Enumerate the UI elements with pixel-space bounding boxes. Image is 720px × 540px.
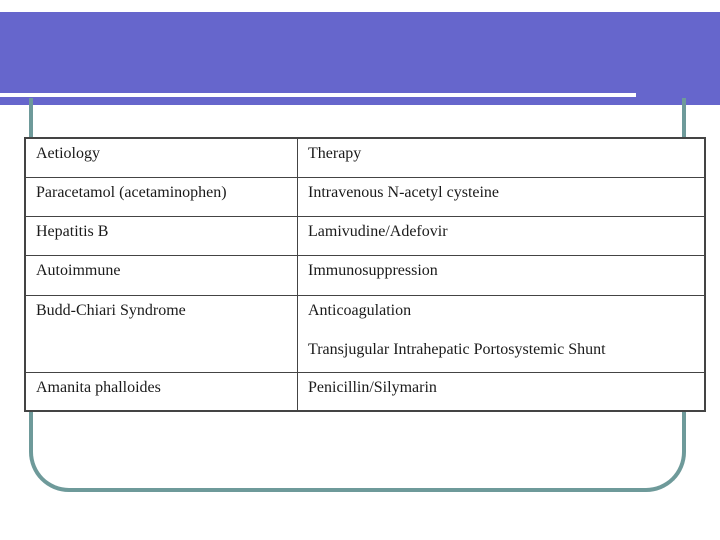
therapy-cell: Intravenous N-acetyl cysteine: [298, 178, 705, 217]
aetiology-cell: Paracetamol (acetaminophen): [26, 178, 298, 217]
therapy-cell: Lamivudine/Adefovir: [298, 217, 705, 256]
aetiology-therapy-table: [24, 137, 706, 412]
therapy-line: Anticoagulation: [308, 301, 412, 319]
aetiology-cell: Hepatitis B: [26, 217, 298, 256]
table-row: [26, 178, 705, 217]
header-therapy: Therapy: [298, 139, 705, 178]
aetiology-cell: Autoimmune: [26, 256, 298, 295]
aetiology-cell: Budd-Chiari Syndrome: [26, 295, 298, 372]
header-rule: [0, 93, 636, 97]
therapy-cell: [298, 295, 705, 372]
table-row: [26, 217, 705, 256]
header-aetiology: Aetiology: [26, 139, 298, 178]
therapy-cell: Immunosuppression: [298, 256, 705, 295]
therapy-line: Transjugular Intrahepatic Portosystemic Shunt: [308, 340, 606, 358]
header-band: [0, 12, 720, 105]
therapy-cell: Penicillin/Silymarin: [298, 372, 705, 410]
aetiology-cell: Amanita phalloides: [26, 372, 298, 410]
table-header-row: [26, 139, 705, 178]
table-row: [26, 295, 705, 372]
table-row: [26, 372, 705, 410]
table-row: [26, 256, 705, 295]
